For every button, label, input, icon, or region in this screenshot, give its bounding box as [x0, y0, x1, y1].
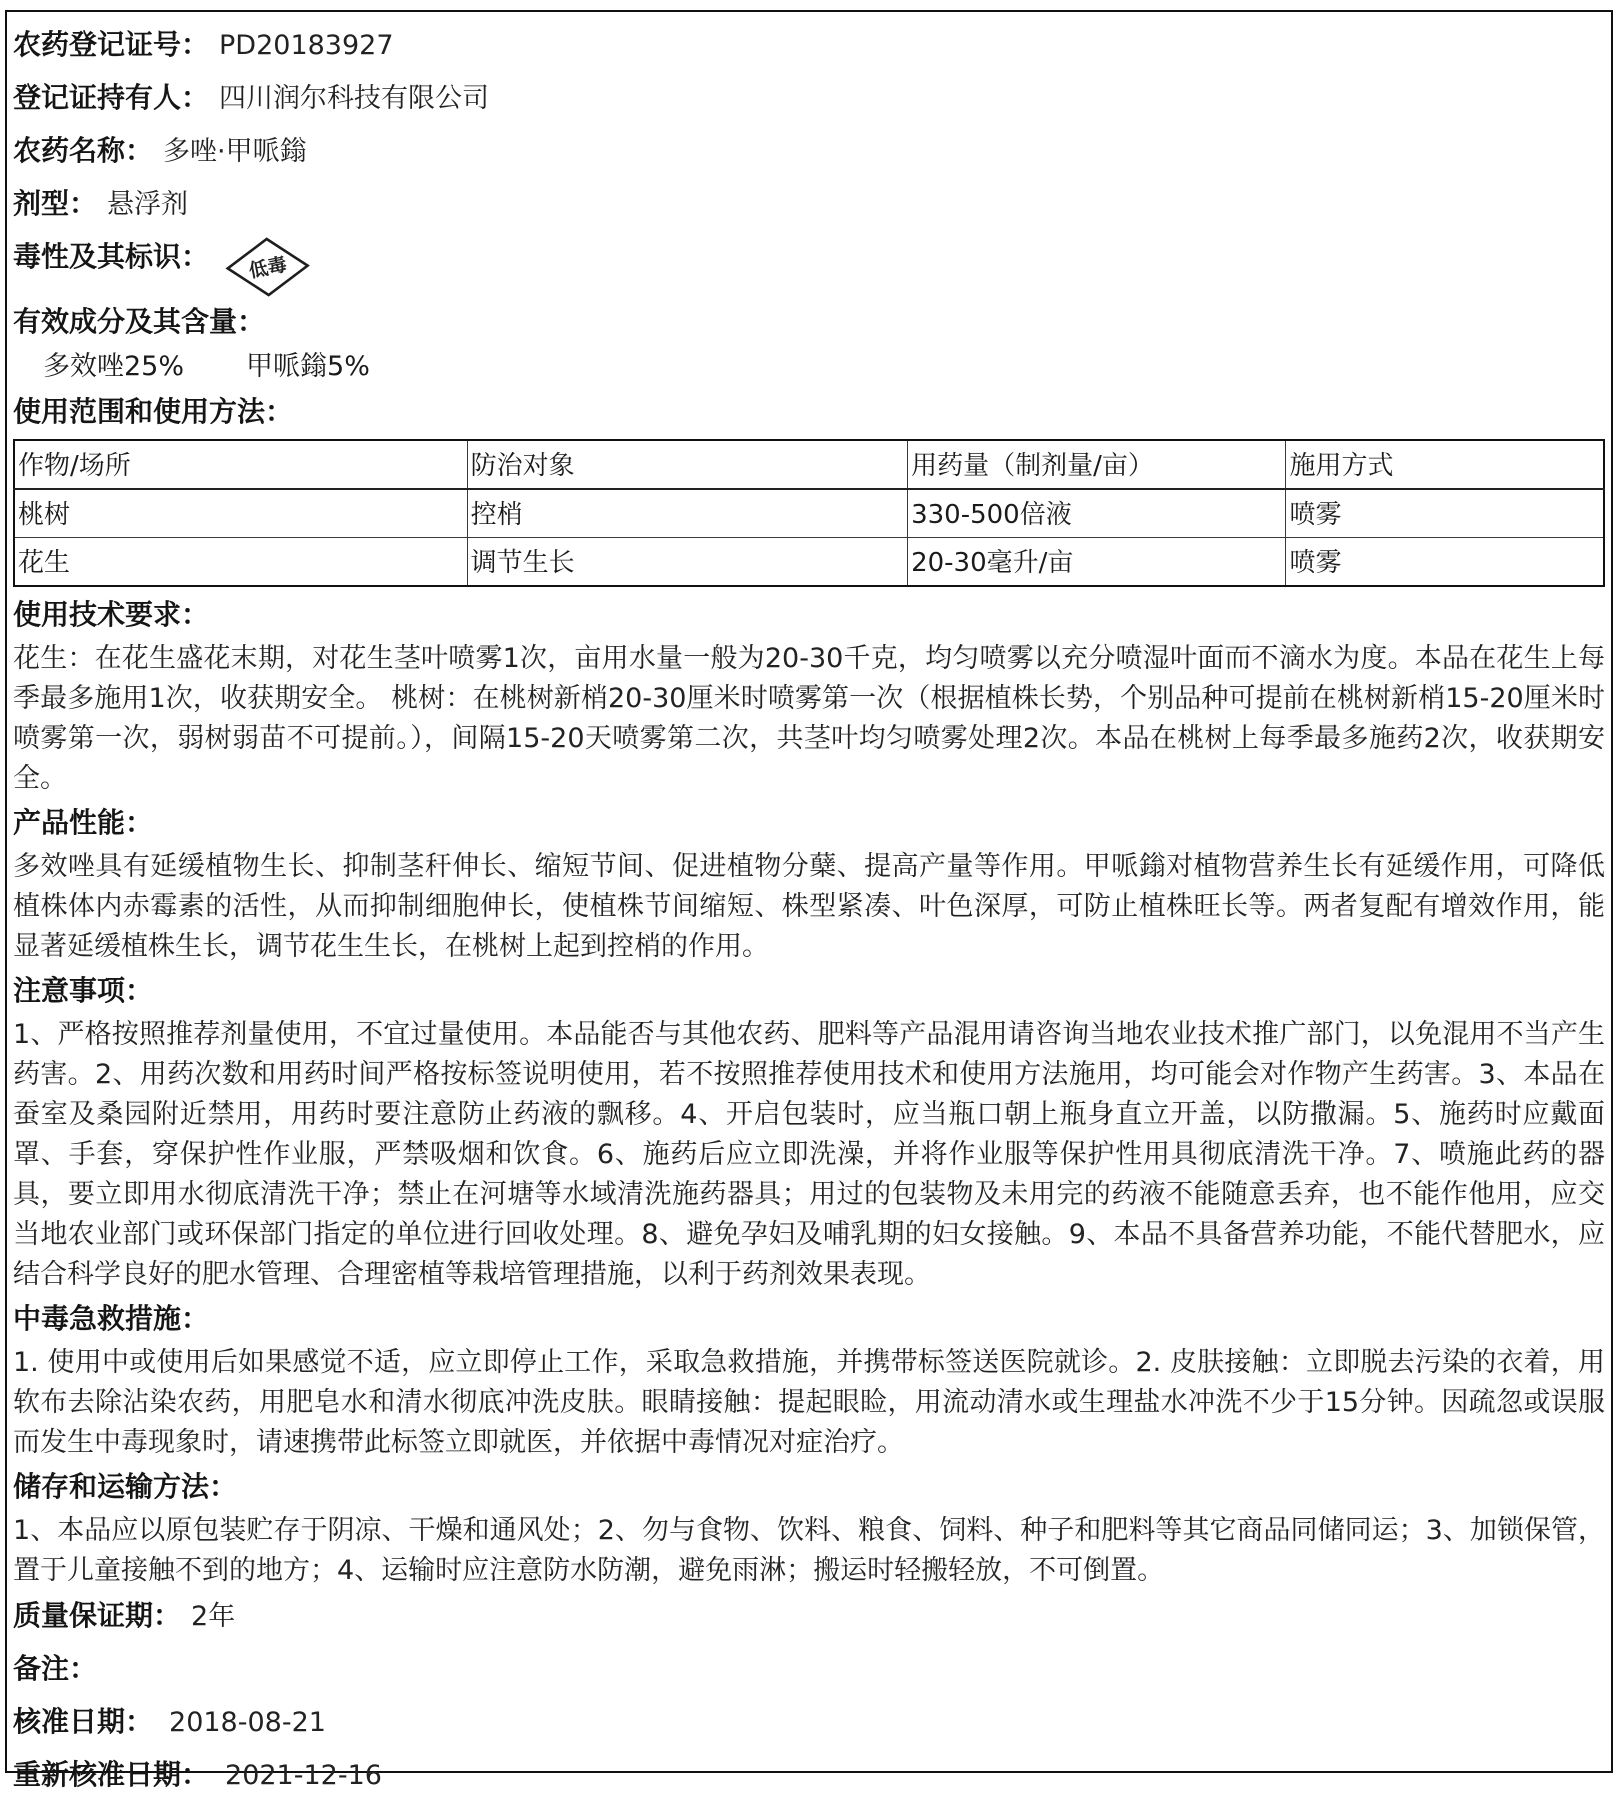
field-certificate-holder: [13, 73, 1605, 126]
field-label: 农药名称：: [13, 134, 154, 167]
usage-table: [13, 439, 1605, 587]
field-pesticide-name: [13, 126, 1605, 179]
first-aid-text: 1. 使用中或使用后如果感觉不适，应立即停止工作，采取急救措施，并携带标签送医院就诊。2. 皮肤接触：立即脱去污染的衣着，用软布去除沾染农药，用肥皂水和清水彻底冲洗皮肤。眼睛接触：提起眼睑，用流动清水或生理盐水冲洗不少于15分钟。因疏忽或误服而发生中毒现象时，请速携带此标签立即就医，并依据中毒情况对症治疗。: [13, 1347, 1605, 1458]
storage-transport-text: 1、本品应以原包装贮存于阴凉、干燥和通风处；2、勿与食物、饮料、粮食、饲料、种子和肥料等其它商品同储同运；3、加锁保管，置于儿童接触不到的地方；4、运输时应注意防水防潮，避免雨淋；搬运时轻搬轻放，不可倒置。: [13, 1515, 1605, 1586]
field-warranty-period: [13, 1591, 1605, 1644]
field-value: PD20183927: [219, 30, 394, 61]
field-label: 毒性及其标识：: [13, 240, 210, 273]
field-value: 多唑·甲哌鎓: [163, 136, 307, 167]
usage-table-cell: 20-30毫升/亩: [908, 538, 1286, 587]
usage-table-cell: 调节生长: [467, 538, 907, 587]
usage-table-cell: 喷雾: [1286, 489, 1604, 538]
section-heading-usage-scope: 使用范围和使用方法：: [13, 395, 294, 428]
field-label: 核准日期：: [13, 1705, 154, 1738]
low-toxicity-diamond-icon: [224, 235, 313, 319]
product-performance-text: 多效唑具有延缓植物生长、抑制茎秆伸长、缩短节间、促进植物分蘖、提高产量等作用。甲哌鎓对植物营养生长有延缓作用，可降低植株体内赤霉素的活性，从而抑制细胞伸长，使植株节间缩短、株型紧凑、叶色深厚，可防止植株旺长等。两者复配有增效作用，能显著延缓植株生长，调节花生生长，在桃树上起到控梢的作用。: [13, 851, 1605, 962]
field-label: 重新核准日期：: [13, 1758, 210, 1791]
field-value: 2021-12-16: [225, 1760, 382, 1791]
section-heading-technical-requirements: 使用技术要求：: [13, 598, 210, 631]
usage-table-row: [14, 538, 1604, 587]
field-registration-number: [13, 20, 1605, 73]
active-ingredients-line: [13, 346, 1605, 388]
usage-table-header-row: [14, 440, 1604, 489]
field-approval-date: [13, 1697, 1605, 1750]
field-label: 质量保证期：: [13, 1599, 182, 1632]
usage-table-cell: 喷雾: [1286, 538, 1604, 587]
field-formulation: [13, 179, 1605, 232]
pesticide-label-document: [5, 10, 1613, 1791]
field-label: 登记证持有人：: [13, 81, 210, 114]
low-toxicity-text: 低毒: [247, 253, 289, 283]
field-value: 2018-08-21: [169, 1707, 326, 1738]
usage-table-header-dose: 用药量（制剂量/亩）: [908, 440, 1286, 489]
ingredient-paclobutrazol: 多效唑25%: [43, 351, 185, 382]
usage-table-cell: 330-500倍液: [908, 489, 1286, 538]
field-value: 四川润尔科技有限公司: [219, 83, 490, 114]
field-label: 剂型：: [13, 187, 98, 220]
ingredient-mepiquat-chloride: 甲哌鎓5%: [246, 351, 370, 382]
usage-table-cell: 桃树: [14, 489, 467, 538]
section-heading-active-ingredients: 有效成分及其含量：: [13, 305, 266, 338]
usage-table-cell: 花生: [14, 538, 467, 587]
field-value: 2年: [191, 1601, 236, 1632]
field-toxicity: [13, 232, 1605, 298]
field-reapproval-date: [13, 1750, 1605, 1803]
precautions-text: 1、严格按照推荐剂量使用，不宜过量使用。本品能否与其他农药、肥料等产品混用请咨询当地农业技术推广部门，以免混用不当产生药害。2、用药次数和用药时间严格按标签说明使用，若不按照推荐使用技术和使用方法施用，均可能会对作物产生药害。3、本品在蚕室及桑园附近禁用，用药时要注意防止药液的飘移。4、开启包装时，应当瓶口朝上瓶身直立开盖，以防撒漏。5、施药时应戴面罩、手套，穿保护性作业服，严禁吸烟和饮食。6、施药后应立即洗澡，并将作业服等保护性用具彻底清洗干净。7、喷施此药的器具，要立即用水彻底清洗干净；禁止在河塘等水域清洗施药器具；用过的包装物及未用完的药液不能随意丢弃，也不能作他用，应交当地农业部门或环保部门指定的单位进行回收处理。8、避免孕妇及哺乳期的妇女接触。9、本品不具备营养功能，不能代替肥水，应结合科学良好的肥水管理、合理密植等栽培管理措施，以利于药剂效果表现。: [13, 1019, 1605, 1290]
usage-table-row: [14, 489, 1604, 538]
section-heading-product-performance: 产品性能：: [13, 806, 154, 839]
usage-table-header-crop: 作物/场所: [14, 440, 467, 489]
section-heading-storage-transport: 储存和运输方法：: [13, 1470, 238, 1503]
usage-table-cell: 控梢: [467, 489, 907, 538]
field-remarks: [13, 1644, 1605, 1697]
usage-table-header-target: 防治对象: [467, 440, 907, 489]
field-value: 悬浮剂: [107, 189, 189, 220]
section-heading-precautions: 注意事项：: [13, 974, 154, 1007]
technical-requirements-text: 花生：在花生盛花末期，对花生茎叶喷雾1次，亩用水量一般为20-30千克，均匀喷雾以充分喷湿叶面而不滴水为度。本品在花生上每季最多施用1次，收获期安全。 桃树：在桃树新梢20-30厘米时喷雾第一次（根据植株长势，个别品种可提前在桃树新梢15-20厘米时喷雾第一次，弱树弱苗不可提前。），间隔15-20天喷雾第二次，共茎叶均匀喷雾处理2次。本品在桃树上每季最多施药2次，收获期安全。: [13, 643, 1605, 794]
field-label: 农药登记证号：: [13, 28, 210, 61]
field-label: 备注：: [13, 1652, 98, 1685]
section-heading-first-aid: 中毒急救措施：: [13, 1302, 210, 1335]
usage-table-header-method: 施用方式: [1286, 440, 1604, 489]
